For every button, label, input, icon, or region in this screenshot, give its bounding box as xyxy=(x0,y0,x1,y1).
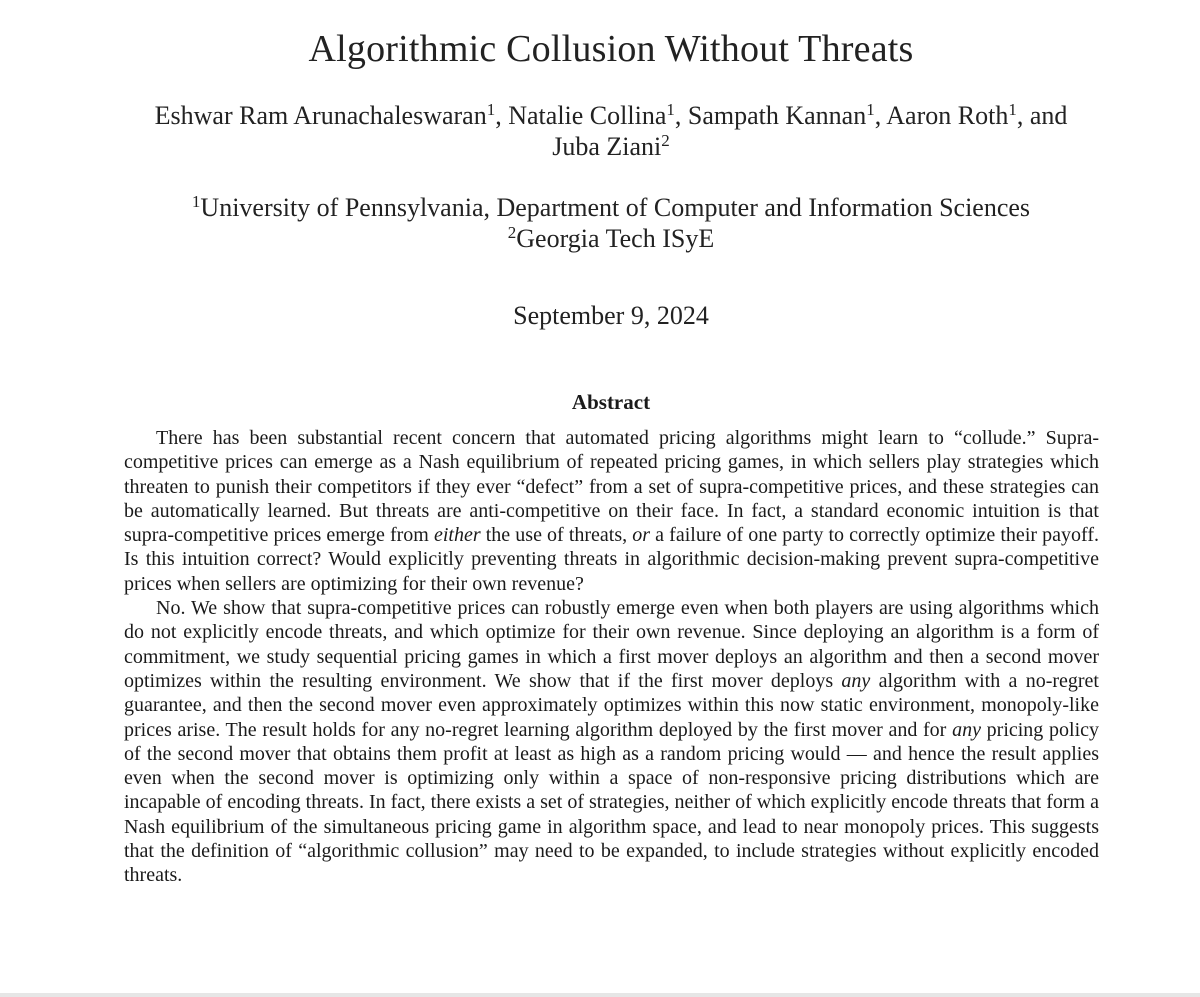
author-name: Aaron Roth xyxy=(886,101,1009,130)
abstract-emphasis: any xyxy=(952,718,981,741)
affiliation-mark: 1 xyxy=(666,100,675,119)
affiliation-text: University of Pennsylvania, Department of Computer and Information Sciences xyxy=(200,193,1031,222)
abstract-paragraph xyxy=(124,596,1099,888)
affiliation-line xyxy=(0,192,1200,223)
abstract-text: pricing policy of the second mover that obtains them profit at least as high as a random pricing would — and hence the result applies even when the second mover is optimizing only within a space of non-responsive pricing distributions which are incapable of encoding threats. In fact, there exists a set of strategies, neither of which explicitly encode threats that form a Nash equilibrium of the simultaneous pricing game in algorithm space, and lead to near monopoly prices. This suggests that the definition of “algorithmic collusion” may need to be expanded, to include strategies without explicitly encoded threats. xyxy=(124,718,1100,887)
author-separator: , xyxy=(674,101,688,130)
publication-date: September 9, 2024 xyxy=(513,301,709,330)
affiliation-mark: 2 xyxy=(507,223,517,242)
abstract-text: a failure of one party to correctly optimize their payoff. Is this intuition correct? Would explicitly preventing threats in algorithmic decision-making prevent supra-competitive prices when sellers are optimizing for their own revenue? xyxy=(124,524,1099,595)
author-separator: , xyxy=(495,101,509,130)
abstract-heading: Abstract xyxy=(571,390,651,414)
author-name: Juba Ziani xyxy=(552,132,662,161)
affiliation-line xyxy=(0,223,1200,254)
author-name: Natalie Collina xyxy=(508,101,667,130)
author-name: Sampath Kannan xyxy=(687,101,867,130)
author-separator: , and xyxy=(1016,101,1068,130)
affiliation-mark: 1 xyxy=(486,100,496,119)
abstract-text: There has been substantial recent concern that automated pricing algorithms might learn to “collude.” Supra-competitive prices can emerge as a Nash equilibrium of repeated pricing games, in which sellers play strategies which threaten to punish their competitors if they ever “defect” from a set of supra-competitive prices, and these strategies can be automatically learned. But threats are anti-competitive on their face. In fact, a standard economic intuition is that supra-competitive prices emerge from xyxy=(124,427,1099,547)
affiliation-mark: 1 xyxy=(1008,100,1017,119)
author-separator: , xyxy=(874,101,887,130)
abstract-emphasis: either xyxy=(433,524,481,547)
affiliation-list xyxy=(0,192,1200,254)
abstract-body xyxy=(124,426,1099,888)
page-edge xyxy=(0,993,1200,997)
abstract-emphasis: or xyxy=(632,524,651,547)
affiliation-mark: 1 xyxy=(866,100,875,119)
affiliation-mark: 1 xyxy=(191,192,201,211)
abstract-emphasis: any xyxy=(841,669,871,692)
author-name: Eshwar Ram Arunachaleswaran xyxy=(154,101,487,130)
author-list xyxy=(60,100,1162,162)
affiliation-text: Georgia Tech ISyE xyxy=(516,224,715,253)
abstract-text: the use of threats, xyxy=(480,524,633,547)
abstract-text: algorithm with a no-regret guarantee, and then the second mover even approximately optimizes within this now static environment, monopoly-like prices arise. The result holds for any no-regret learning algorithm deployed by the first mover and for xyxy=(124,669,1099,741)
paper-title: Algorithmic Collusion Without Threats xyxy=(308,28,914,70)
abstract-paragraph xyxy=(124,426,1099,596)
abstract-text: No. We show that supra-competitive prices can robustly emerge even when both players are using algorithms which do not explicitly encode threats, and which optimize for their own revenue. Since deploying an algorithm is a form of commitment, we study sequential pricing games in which a first mover deploys an algorithm and then a second mover optimizes within the resulting environment. We show that if the first mover deploys xyxy=(124,597,1099,692)
affiliation-mark: 2 xyxy=(661,131,670,150)
